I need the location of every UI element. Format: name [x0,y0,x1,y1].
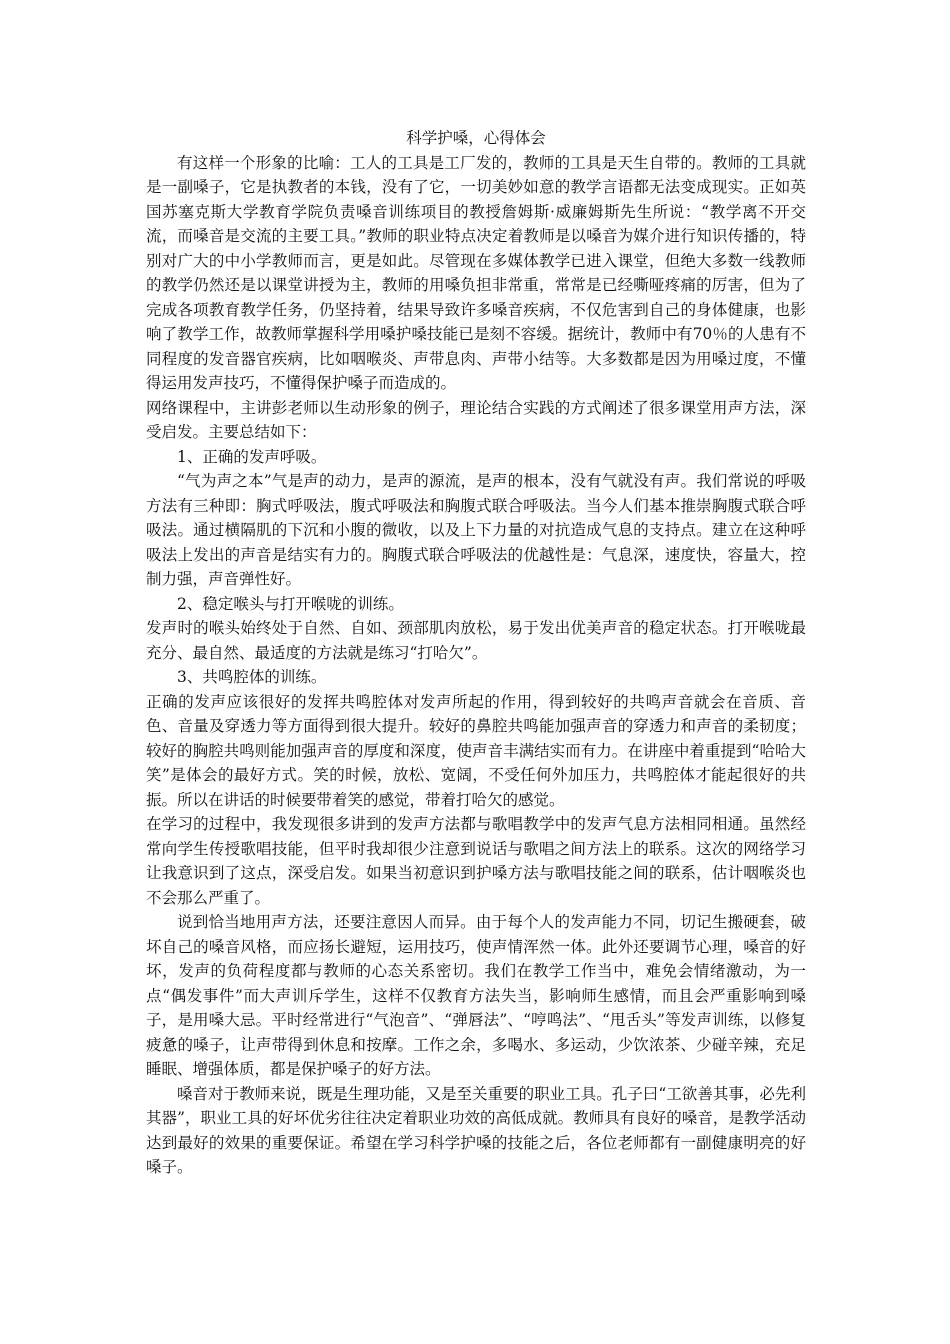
section-heading-breathing: 1、正确的发声呼吸。 [177,447,327,466]
document-title: 科学护嗓，心得体会 [406,129,546,147]
paragraph-breathing: “气为声之本”气是声的动力，是声的源流，是声的根本，没有气就没有声。我们常说的呼吸方法有三种即：胸式呼吸法，腹式呼吸法和胸腹式联合呼吸法。当今人们基本推崇胸腹式联合呼吸法。通过横隔肌的下沉和小腹的微收，以及上下力量的对抗造成气息的支持点。建立在这种呼吸法上发出的声音是结实有力的。胸腹式联合呼吸法的优越性是：气息深，速度快，容量大，控制力强，声音弹性好。 [146,472,806,588]
section-heading-larynx: 2、稳定喉头与打开喉咙的训练。 [177,594,404,613]
paragraph-resonance: 正确的发声应该很好的发挥共鸣腔体对发声所起的作用，得到较好的共鸣声音就会在音质、音色、音量及穿透力等方面得到很大提升。较好的鼻腔共鸣能加强声音的穿透力和声音的柔韧度；较好的胸腔共鸣则能加强声音的厚度和深度，使声音丰满结实而有力。在讲座中着重提到“哈哈大笑”是体会的最好方式。笑的时候，放松、宽阔，不受任何外加压力，共鸣腔体才能起很好的共振。所以在讲话的时候要带着笑的感觉，带着打哈欠的感觉。 [146,692,806,809]
paragraph-intro: 有这样一个形象的比喻：工人的工具是工厂发的，教师的工具是天生自带的。教师的工具就是一副嗓子，它是执教者的本钱，没有了它，一切美妙如意的教学言语都无法变成现实。正如英国苏塞克斯大学教育学院负责嗓音训练项目的教授詹姆斯·威廉姆斯先生所说：“教学离不开交流，而嗓音是交流的主要工具。”教师的职业特点决定着教师是以嗓音为媒介进行知识传播的，特别对广大的中小学教师而言，更是如此。尽管现在多媒体教学已进入课堂，但绝大多数一线教师的教学仍然还是以课堂讲授为主，教师的用嗓负担非常重，常常是已经嘶哑疼痛的厉害，但为了完成各项教育教学任务，仍坚持着，结果导致许多嗓音疾病，不仅危害到自己的身体健康，也影响了教学工作，故教师掌握科学用嗓护嗓技能已是刻不容缓。据统计，教师中有70％的人患有不同程度的发音器官疾病，比如咽喉炎、声带息肉、声带小结等。大多数都是因为用嗓过度，不懂得运用发声技巧，不懂得保护嗓子而造成的。 [146,153,806,392]
section-heading-resonance: 3、共鸣腔体的训练。 [177,668,327,686]
paragraph-larynx: 发声时的喉头始终处于自然、自如、颈部肌肉放松，易于发出优美声音的稳定状态。打开喉咙最充分、最自然、最适度的方法就是练习“打哈欠”。 [146,619,806,662]
paragraph-conclusion: 嗓音对于教师来说，既是生理功能，又是至关重要的职业工具。孔子曰“工欲善其事，必先利其器”，职业工具的好坏优劣往往决定着职业功效的高低成就。教师具有良好的嗓音，是教学活动达到最好的效果的重要保证。希望在学习科学护嗓的技能之后，各位老师都有一副健康明亮的好嗓子。 [146,1084,806,1176]
paragraph-course-summary: 网络课程中，主讲彭老师以生动形象的例子，理论结合实践的方式阐述了很多课堂用声方法，深受启发。主要总结如下： [146,398,806,441]
document-body [146,126,806,1180]
paragraph-reflection: 在学习的过程中，我发现很多讲到的发声方法都与歌唱教学中的发声气息方法相同相通。虽然经常向学生传授歌唱技能，但平时我却很少注意到说话与歌唱之间方法上的联系。这次的网络学习让我意识到了这点，深受启发。如果当初意识到护嗓方法与歌唱技能之间的联系，估计咽喉炎也不会那么严重了。 [146,815,806,907]
paragraph-voice-methods: 说到恰当地用声方法，还要注意因人而异。由于每个人的发声能力不同，切记生搬硬套，破坏自己的嗓音风格，而应扬长避短，运用技巧，使声情浑然一体。此外还要调节心理，嗓音的好坏，发声的负荷程度都与教师的心态关系密切。我们在教学工作当中，难免会情绪激动，为一点“偶发事件”而大声训斥学生，这样不仅教育方法失当，影响师生感情，而且会严重影响到嗓子，是用嗓大忌。平时经常进行“气泡音”、“弹唇法”、“哼鸣法”、“甩舌头”等发声训练，以修复疲惫的嗓子，让声带得到休息和按摩。工作之余，多喝水、多运动，少饮浓茶、少碰辛辣，充足睡眠、增强体质，都是保护嗓子的好方法。 [146,913,806,1078]
